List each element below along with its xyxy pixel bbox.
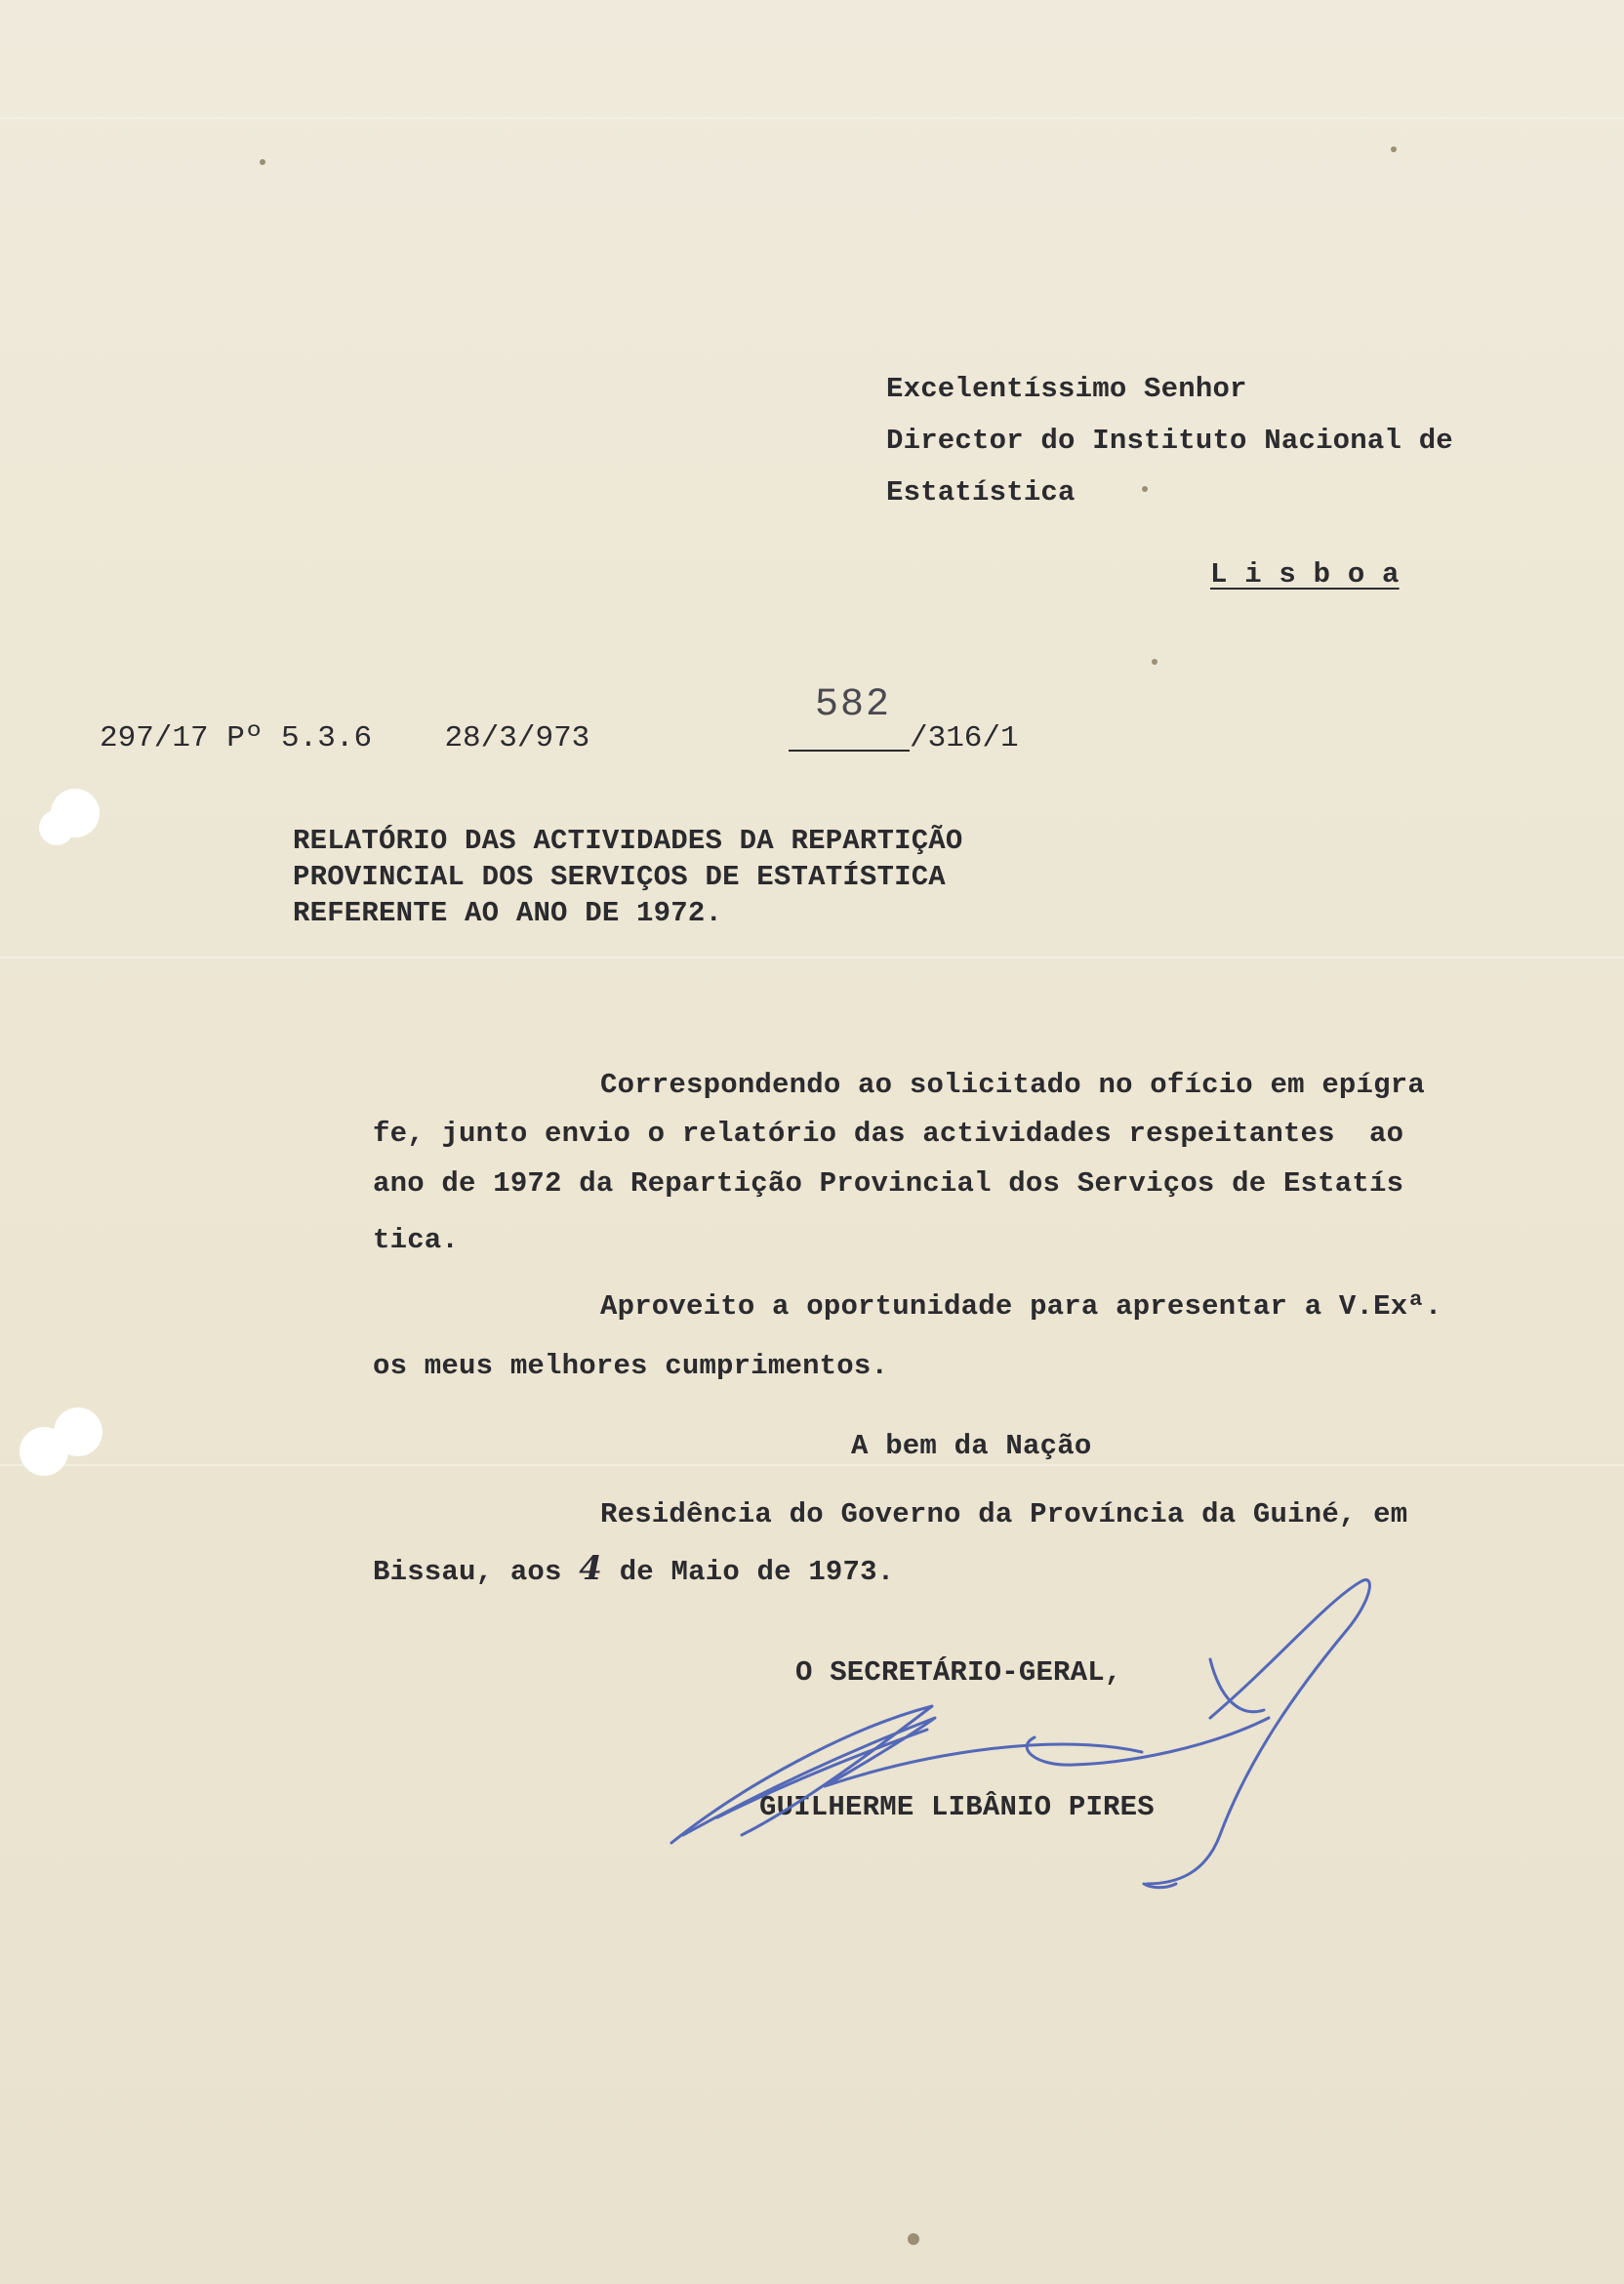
paper-speck xyxy=(260,159,265,165)
paper-crease xyxy=(0,1464,1624,1466)
paper-speck xyxy=(1391,146,1397,152)
registry-suffix: /316/1 xyxy=(910,721,1019,755)
paper-crease xyxy=(0,117,1624,119)
body-paragraph-1-line-3: ano de 1972 da Repartição Provincial dos Serviços de Estatís xyxy=(373,1167,1404,1200)
subject-line-1: RELATÓRIO DAS ACTIVIDADES DA REPARTIÇÃO xyxy=(293,825,963,857)
signatory-name: GUILHERME LIBÂNIO PIRES xyxy=(759,1791,1155,1823)
paper-crease xyxy=(0,957,1624,958)
closing-place-start: Bissau, aos xyxy=(373,1556,580,1588)
body-paragraph-1-line-4: tica. xyxy=(373,1224,460,1256)
closing-salutation: A bem da Nação xyxy=(851,1430,1092,1462)
subject-line-2: PROVINCIAL DOS SERVIÇOS DE ESTATÍSTICA xyxy=(293,861,946,893)
closing-day-handwritten: 4 xyxy=(579,1549,603,1588)
registry-underline xyxy=(789,750,910,752)
addressee-line-2: Director do Instituto Nacional de xyxy=(886,425,1453,457)
signatory-title: O SECRETÁRIO-GERAL, xyxy=(795,1656,1122,1689)
reference-text: 297/17 Pº 5.3.6 28/3/973 xyxy=(100,721,590,755)
punch-hole xyxy=(39,810,74,845)
addressee-city: L i s b o a xyxy=(1210,558,1400,591)
closing-place-end: de Maio de 1973. xyxy=(602,1556,895,1588)
paper-speck xyxy=(1152,659,1157,665)
body-paragraph-2-line-2: os meus melhores cumprimentos. xyxy=(373,1350,889,1382)
closing-place-line-2 xyxy=(373,1549,895,1589)
registry-number: 582 xyxy=(815,683,892,727)
subject-line-3: REFERENTE AO ANO DE 1972. xyxy=(293,897,723,929)
paper-speck xyxy=(908,2233,919,2245)
body-paragraph-1-line-2: fe, junto envio o relatório das actividades respeitantes ao xyxy=(373,1118,1404,1150)
paper-speck xyxy=(1142,486,1148,492)
addressee-line-3: Estatística xyxy=(886,476,1076,509)
body-paragraph-1-line-1: Correspondendo ao solicitado no ofício em epígra xyxy=(600,1069,1425,1101)
punch-hole xyxy=(54,1407,102,1456)
addressee-line-1: Excelentíssimo Senhor xyxy=(886,373,1247,405)
body-paragraph-2-line-1: Aproveito a oportunidade para apresentar a V.Exª. xyxy=(600,1290,1442,1323)
closing-place-line-1: Residência do Governo da Província da Guiné, em xyxy=(600,1498,1408,1530)
